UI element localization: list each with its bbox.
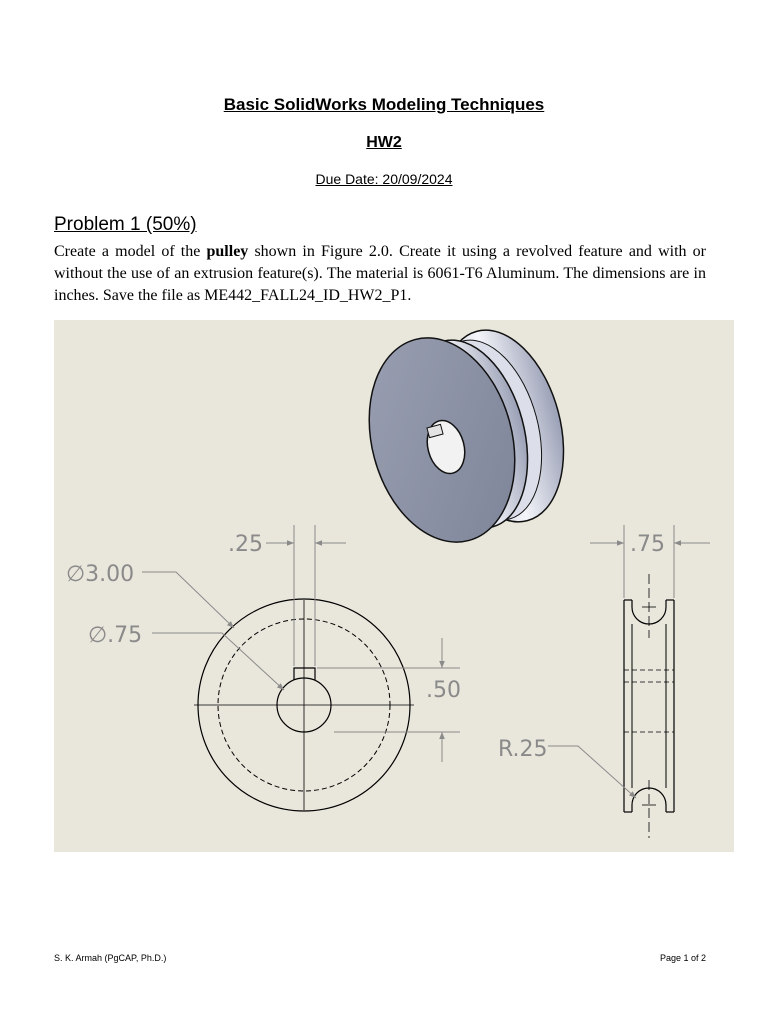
pulley-figure: [54, 320, 734, 852]
pulley-front-view: [66, 525, 461, 811]
pulley-drawing: [54, 320, 734, 852]
pulley-3d-view: [347, 320, 583, 559]
homework-label: HW2: [366, 134, 402, 151]
problem-text: [54, 241, 706, 307]
problem-text-end: shown in Figure 2.0. Create it using a revolved feature and with or without the use of an extrusion feature(s). The material is 6061-T6 Aluminum. The dimensions are in inches. Save the file as ME442_FALL24_ID_HW2_P1.: [54, 243, 706, 304]
pulley-side-view: [498, 525, 710, 838]
problem-text-bold: pulley: [206, 243, 249, 260]
dim-thickness: .75: [630, 532, 665, 557]
problem-heading: Problem 1 (50%): [54, 214, 197, 235]
due-date: Due Date: 20/09/2024: [315, 171, 453, 187]
dim-groove-radius: R.25: [498, 737, 548, 762]
problem-text-start: Create a model of the: [54, 243, 207, 260]
footer-page-number: Page 1 of 2: [659, 953, 706, 963]
dim-outer-diameter: ∅3.00: [66, 562, 135, 587]
footer-author: S. K. Armah (PgCAP, Ph.D.): [54, 953, 167, 963]
dim-key-width: .25: [228, 532, 263, 557]
document-title: Basic SolidWorks Modeling Techniques: [223, 95, 545, 114]
dim-key-depth: .50: [426, 678, 461, 703]
dim-bore-diameter: ∅.75: [88, 623, 143, 648]
